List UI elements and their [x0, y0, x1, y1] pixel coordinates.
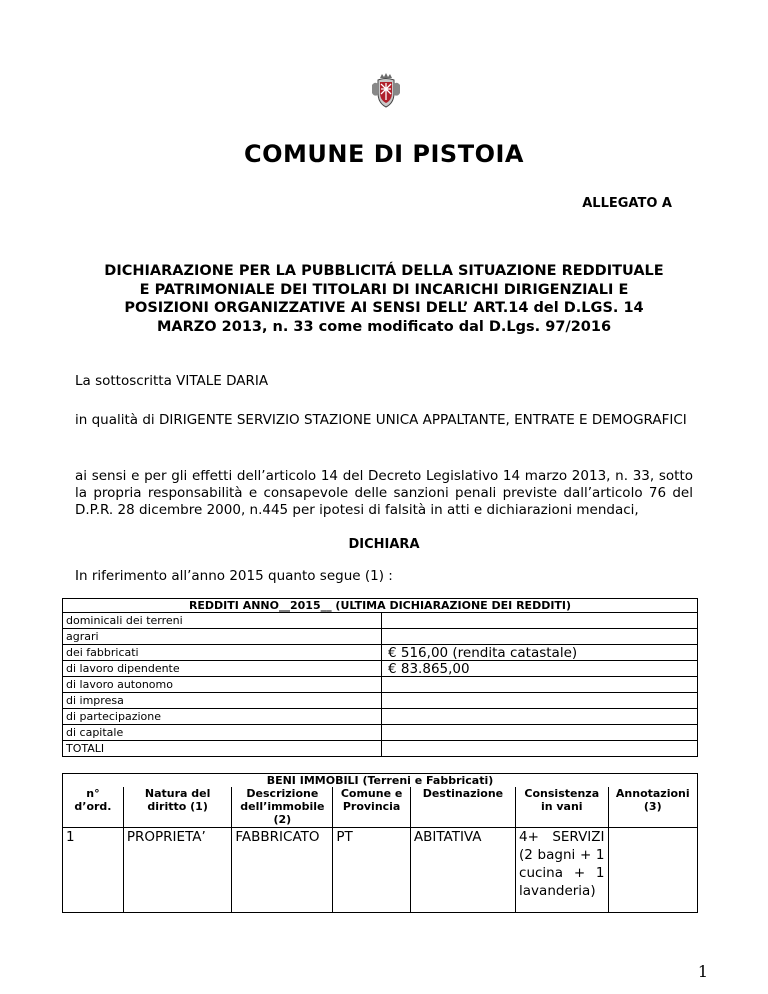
- income-label: dominicali dei terreni: [63, 613, 382, 629]
- income-label: di lavoro dipendente: [63, 661, 382, 677]
- redditi-header: REDDITI ANNO__2015__ (ULTIMA DICHIARAZIONE DEI REDDITI): [63, 599, 698, 613]
- table-row: [63, 645, 698, 661]
- income-value: [382, 629, 698, 645]
- column-header: Consistenza in vani: [516, 787, 609, 828]
- column-header: Descrizione dell’immobile (2): [232, 787, 333, 828]
- income-label: di partecipazione: [63, 709, 382, 725]
- table-cell: 4+ SERVIZI (2 bagni + 1 cucina + 1 lavanderia): [516, 828, 609, 913]
- declarant-name: La sottoscritta VITALE DARIA: [75, 373, 269, 389]
- page-title: COMUNE DI PISTOIA: [243, 140, 524, 168]
- table-row: [63, 677, 698, 693]
- column-header: Destinazione: [410, 787, 515, 828]
- column-header: Comune e Provincia: [333, 787, 411, 828]
- heading-line: MARZO 2013, n. 33 come modificato dal D.Lgs. 97/2016: [156, 318, 612, 335]
- heading-line: POSIZIONI ORGANIZZATIVE AI SENSI DELL’ ART.14 del D.LGS. 14: [124, 300, 644, 316]
- table-row: [63, 741, 698, 757]
- table-row: [63, 613, 698, 629]
- allegato-label: ALLEGATO A: [582, 196, 672, 211]
- table-row: [63, 828, 698, 913]
- table-row: [63, 725, 698, 741]
- redditi-table: [62, 598, 698, 757]
- beni-immobili-table: [62, 773, 698, 913]
- income-value: [382, 677, 698, 693]
- income-value: [382, 693, 698, 709]
- table-cell: 1: [63, 828, 124, 913]
- column-header: n° d’ord.: [63, 787, 124, 828]
- income-label: di impresa: [63, 693, 382, 709]
- income-value: [382, 709, 698, 725]
- table-cell: PT: [333, 828, 411, 913]
- table-row: [63, 661, 698, 677]
- reference-year-text: In riferimento all’anno 2015 quanto segue (1) :: [75, 568, 393, 584]
- heading-line: DICHIARAZIONE PER LA PUBBLICITÁ DELLA SITUAZIONE REDDITUALE: [104, 263, 664, 279]
- document-heading: [60, 262, 708, 336]
- declarant-role: in qualità di DIRIGENTE SERVIZIO STAZIONE UNICA APPALTANTE, ENTRATE E DEMOGRAFICI: [75, 412, 687, 428]
- legal-premise: ai sensi e per gli effetti dell’articolo 14 del Decreto Legislativo 14 marzo 2013, n. 33, sotto la propria responsabilità e consapevole delle sanzioni penali previste dall’articolo 76 del D.P.R. 28 dicembre 2000, n.445 per ipotesi di falsità in atti e dichiarazioni mendaci,: [75, 468, 693, 518]
- income-label: di capitale: [63, 725, 382, 741]
- income-value: € 516,00 (rendita catastale): [382, 645, 698, 661]
- table-cell: ABITATIVA: [410, 828, 515, 913]
- table-cell: [608, 828, 697, 913]
- income-value: € 83.865,00: [382, 661, 698, 677]
- income-label: TOTALI: [63, 741, 382, 757]
- table-row: [63, 629, 698, 645]
- income-value: [382, 613, 698, 629]
- table-row: [63, 709, 698, 725]
- beni-header: BENI IMMOBILI (Terreni e Fabbricati): [63, 774, 698, 788]
- income-value: [382, 741, 698, 757]
- income-value: [382, 725, 698, 741]
- income-label: dei fabbricati: [63, 645, 382, 661]
- column-header: Natura del diritto (1): [123, 787, 232, 828]
- page-number: 1: [697, 962, 708, 981]
- table-row: [63, 693, 698, 709]
- column-header: Annotazioni (3): [608, 787, 697, 828]
- coat-of-arms-logo: [370, 73, 402, 109]
- table-cell: PROPRIETA’: [123, 828, 232, 913]
- income-label: di lavoro autonomo: [63, 677, 382, 693]
- dichiara-heading: DICHIARA: [348, 537, 420, 552]
- heading-line: E PATRIMONIALE DEI TITOLARI DI INCARICHI DIRIGENZIALI E: [139, 281, 629, 298]
- income-label: agrari: [63, 629, 382, 645]
- table-cell: FABBRICATO: [232, 828, 333, 913]
